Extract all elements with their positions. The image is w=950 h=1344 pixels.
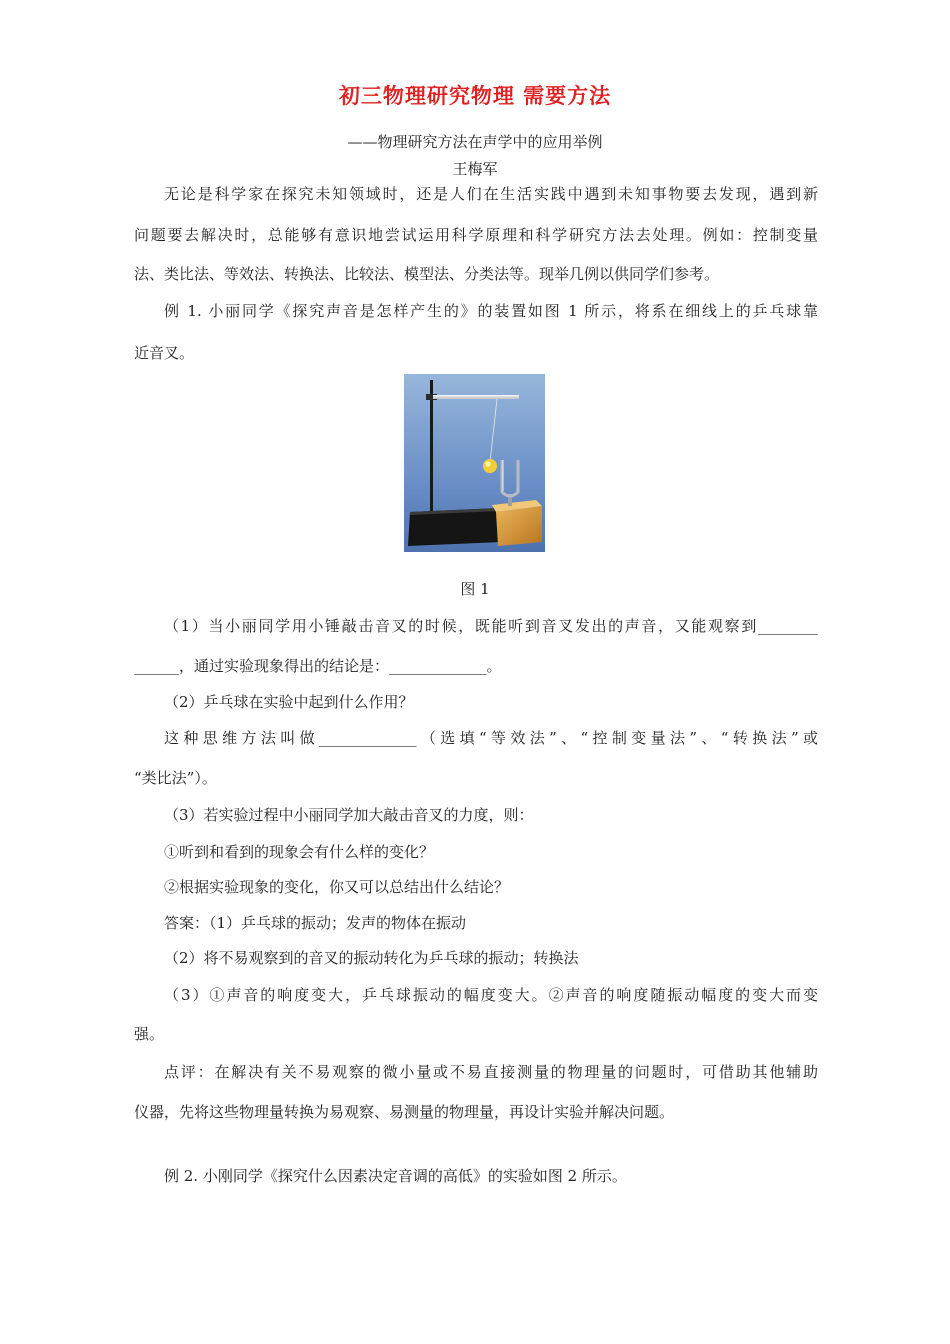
answer-1: 答案：（1）乒乓球的振动；发声的物体在振动 (164, 914, 467, 932)
question-3-part-a: ①听到和看到的现象会有什么样的变化？ (164, 843, 435, 861)
question-3: （3）若实验过程中小丽同学加大敲击音叉的力度，则： (164, 806, 534, 824)
author-name: 王梅军 (452, 160, 498, 178)
figure-1-caption: 图 1 (460, 580, 490, 598)
answer-3-line-2: 强。 (134, 1025, 165, 1043)
answer-3-line-1: （3）①声音的响度变大，乒乓球振动的幅度变大。②声音的响度随振动幅度的变大而变 (164, 986, 818, 1004)
intro-line-1: 无论是科学家在探究未知领域时，还是人们在生活实践中遇到未知事物要去发现，遇到新 (164, 185, 818, 203)
tuning-fork-apparatus-photo (404, 374, 545, 552)
question-3-part-b: ②根据实验现象的变化，你又可以总结出什么结论？ (164, 878, 510, 896)
intro-line-2: 问题要去解决时，总能够有意识地尝试运用科学原理和科学研究方法去处理。例如：控制变量 (134, 226, 818, 244)
document-title: 初三物理研究物理 需要方法 (338, 83, 612, 108)
document-subtitle: ——物理研究方法在声学中的应用举例 (347, 133, 603, 151)
question-1-line-1: （1）当小丽同学用小锤敲击音叉的时候，既能听到音叉发出的声音，又能观察到________ (164, 617, 818, 635)
question-2-method-line-2: “类比法”）。 (134, 769, 217, 787)
question-2: （2）乒乓球在实验中起到什么作用？ (164, 693, 414, 711)
question-1-line-2: ______，通过实验现象得出的结论是：_____________。 (134, 657, 502, 675)
example1-line-1: 例 1. 小丽同学《探究声音是怎样产生的》的装置如图 1 所示，将系在细线上的乒乓球靠 (164, 302, 818, 320)
example1-line-2: 近音叉。 (134, 344, 195, 362)
comment-line-1: 点评：在解决有关不易观察的微小量或不易直接测量的物理量的问题时，可借助其他辅助 (164, 1063, 818, 1081)
question-2-method-line-1: 这种思维方法叫做_____________（选填“等效法”、“控制变量法”、“转换法”或 (164, 729, 818, 747)
intro-line-3: 法、类比法、等效法、转换法、比较法、模型法、分类法等。现举几例以供同学们参考。 (134, 265, 720, 283)
example2-line: 例 2. 小刚同学《探究什么因素决定音调的高低》的实验如图 2 所示。 (164, 1167, 627, 1185)
answer-2: （2）将不易观察到的音叉的振动转化为乒乓球的振动；转换法 (164, 949, 579, 967)
comment-line-2: 仪器，先将这些物理量转换为易观察、易测量的物理量，再设计实验并解决问题。 (134, 1103, 675, 1121)
